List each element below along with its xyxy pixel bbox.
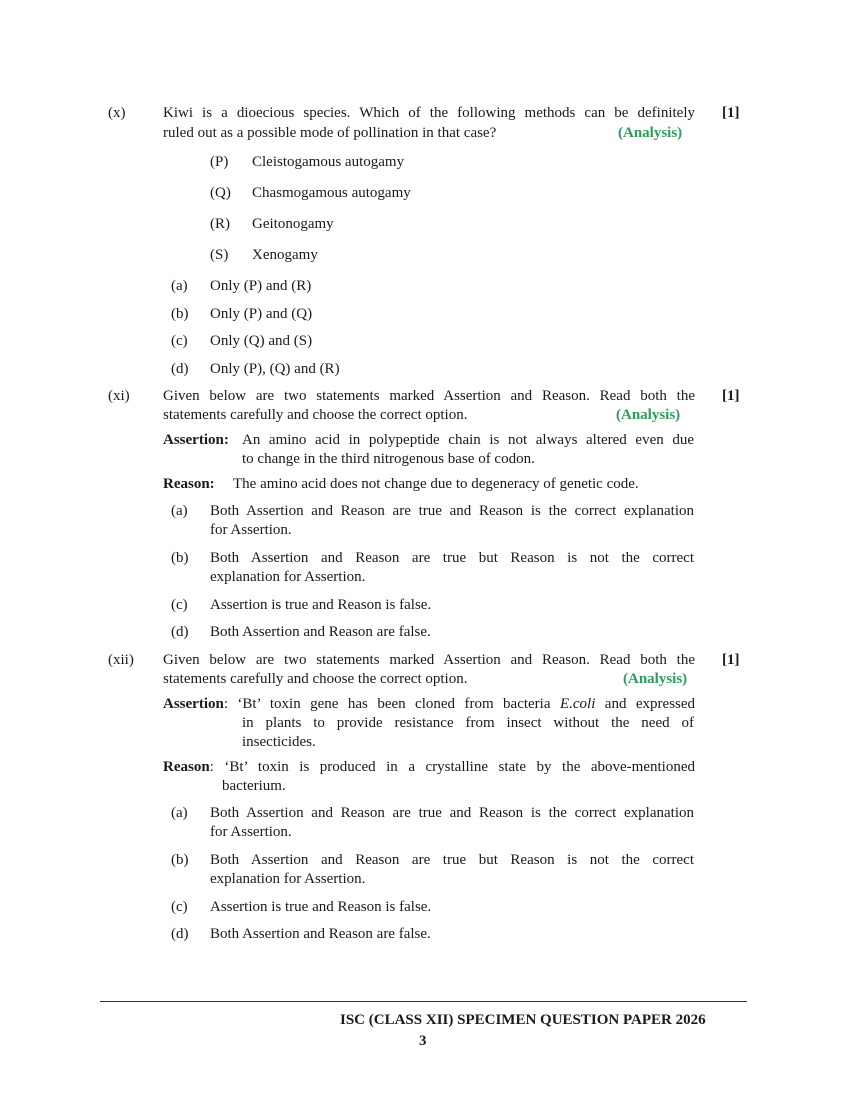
option-label: (c) — [171, 597, 188, 613]
option-text: Both Assertion and Reason are false. — [210, 624, 431, 640]
option-text: Both Assertion and Reason are true and Reason is the correct explanation — [210, 503, 694, 519]
option-text: Both Assertion and Reason are true but Reason is not the correct — [210, 852, 694, 868]
sub-item-text: Cleistogamous autogamy — [252, 154, 405, 170]
cognitive-tag: (Analysis) — [623, 671, 688, 687]
option-label: (c) — [171, 899, 188, 915]
cognitive-tag: (Analysis) — [616, 407, 681, 423]
option-label: (a) — [171, 503, 188, 519]
option-label: (d) — [171, 361, 189, 377]
option-text: for Assertion. — [210, 824, 292, 840]
option-label: (b) — [171, 550, 189, 566]
question-stem-line: Given below are two statements marked Assertion and Reason. Read both the — [163, 388, 695, 404]
assertion-line — [163, 695, 695, 714]
reason-text: The amino acid does not change due to degeneracy of genetic code. — [233, 476, 639, 492]
question-stem-line: statements carefully and choose the correct option. — [163, 671, 468, 687]
option-label: (b) — [171, 306, 189, 322]
option-text: Both Assertion and Reason are true but Reason is not the correct — [210, 550, 694, 566]
reason-label: Reason: — [163, 476, 215, 492]
option-text: Only (Q) and (S) — [210, 333, 313, 349]
option-text: Both Assertion and Reason are false. — [210, 926, 431, 942]
sub-item-label: (R) — [210, 216, 230, 232]
question-stem-line: Given below are two statements marked Assertion and Reason. Read both the — [163, 652, 695, 668]
option-label: (a) — [171, 805, 188, 821]
sub-item-text: Chasmogamous autogamy — [252, 185, 411, 201]
option-text: Assertion is true and Reason is false. — [210, 597, 432, 613]
option-text: for Assertion. — [210, 522, 292, 538]
cognitive-tag: (Analysis) — [618, 125, 683, 141]
assertion-text: to change in the third nitrogenous base of codon. — [242, 451, 535, 467]
footer-divider — [100, 1001, 747, 1002]
reason-line — [163, 758, 695, 777]
option-text: Only (P) and (Q) — [210, 306, 313, 322]
footer-title: ISC (CLASS XII) SPECIMEN QUESTION PAPER 2026 — [340, 1012, 706, 1028]
sub-item-text: Geitonogamy — [252, 216, 334, 232]
option-label: (a) — [171, 278, 188, 294]
assertion-text: : ‘Bt’ toxin gene has been cloned from bacteria — [223, 696, 551, 712]
reason-label: Reason — [163, 759, 210, 775]
option-text: Assertion is true and Reason is false. — [210, 899, 432, 915]
option-text: Both Assertion and Reason are true and Reason is the correct explanation — [210, 805, 694, 821]
question-stem-line: ruled out as a possible mode of pollination in that case? — [163, 125, 497, 141]
page-number: 3 — [419, 1033, 427, 1049]
option-label: (c) — [171, 333, 188, 349]
option-text: explanation for Assertion. — [210, 871, 366, 887]
sub-item-label: (S) — [210, 247, 229, 263]
question-stem-line: statements carefully and choose the correct option. — [163, 407, 468, 423]
option-label: (b) — [171, 852, 189, 868]
question-number: (xi) — [108, 388, 130, 404]
organism-name: E.coli — [559, 696, 596, 712]
option-text: explanation for Assertion. — [210, 569, 366, 585]
question-number: (xii) — [108, 652, 134, 668]
question-number: (x) — [108, 105, 126, 121]
marks-label: [1] — [722, 105, 740, 121]
option-text: Only (P) and (R) — [210, 278, 312, 294]
option-label: (d) — [171, 926, 189, 942]
option-label: (d) — [171, 624, 189, 640]
assertion-text: insecticides. — [242, 734, 316, 750]
assertion-text: An amino acid in polypeptide chain is not always altered even due — [242, 432, 694, 448]
reason-text: bacterium. — [222, 778, 286, 794]
reason-text: : ‘Bt’ toxin is produced in a crystalline state by the above-mentioned — [209, 759, 695, 775]
marks-label: [1] — [722, 652, 740, 668]
assertion-label: Assertion — [163, 696, 224, 712]
sub-item-text: Xenogamy — [252, 247, 318, 263]
question-stem-line: Kiwi is a dioecious species. Which of the following methods can be definitely — [163, 105, 695, 121]
sub-item-label: (Q) — [210, 185, 231, 201]
marks-label: [1] — [722, 388, 740, 404]
option-text: Only (P), (Q) and (R) — [210, 361, 340, 377]
sub-item-label: (P) — [210, 154, 229, 170]
assertion-label: Assertion: — [163, 432, 229, 448]
assertion-text: in plants to provide resistance from insect without the need of — [242, 715, 694, 731]
assertion-text: and expressed — [604, 696, 696, 712]
